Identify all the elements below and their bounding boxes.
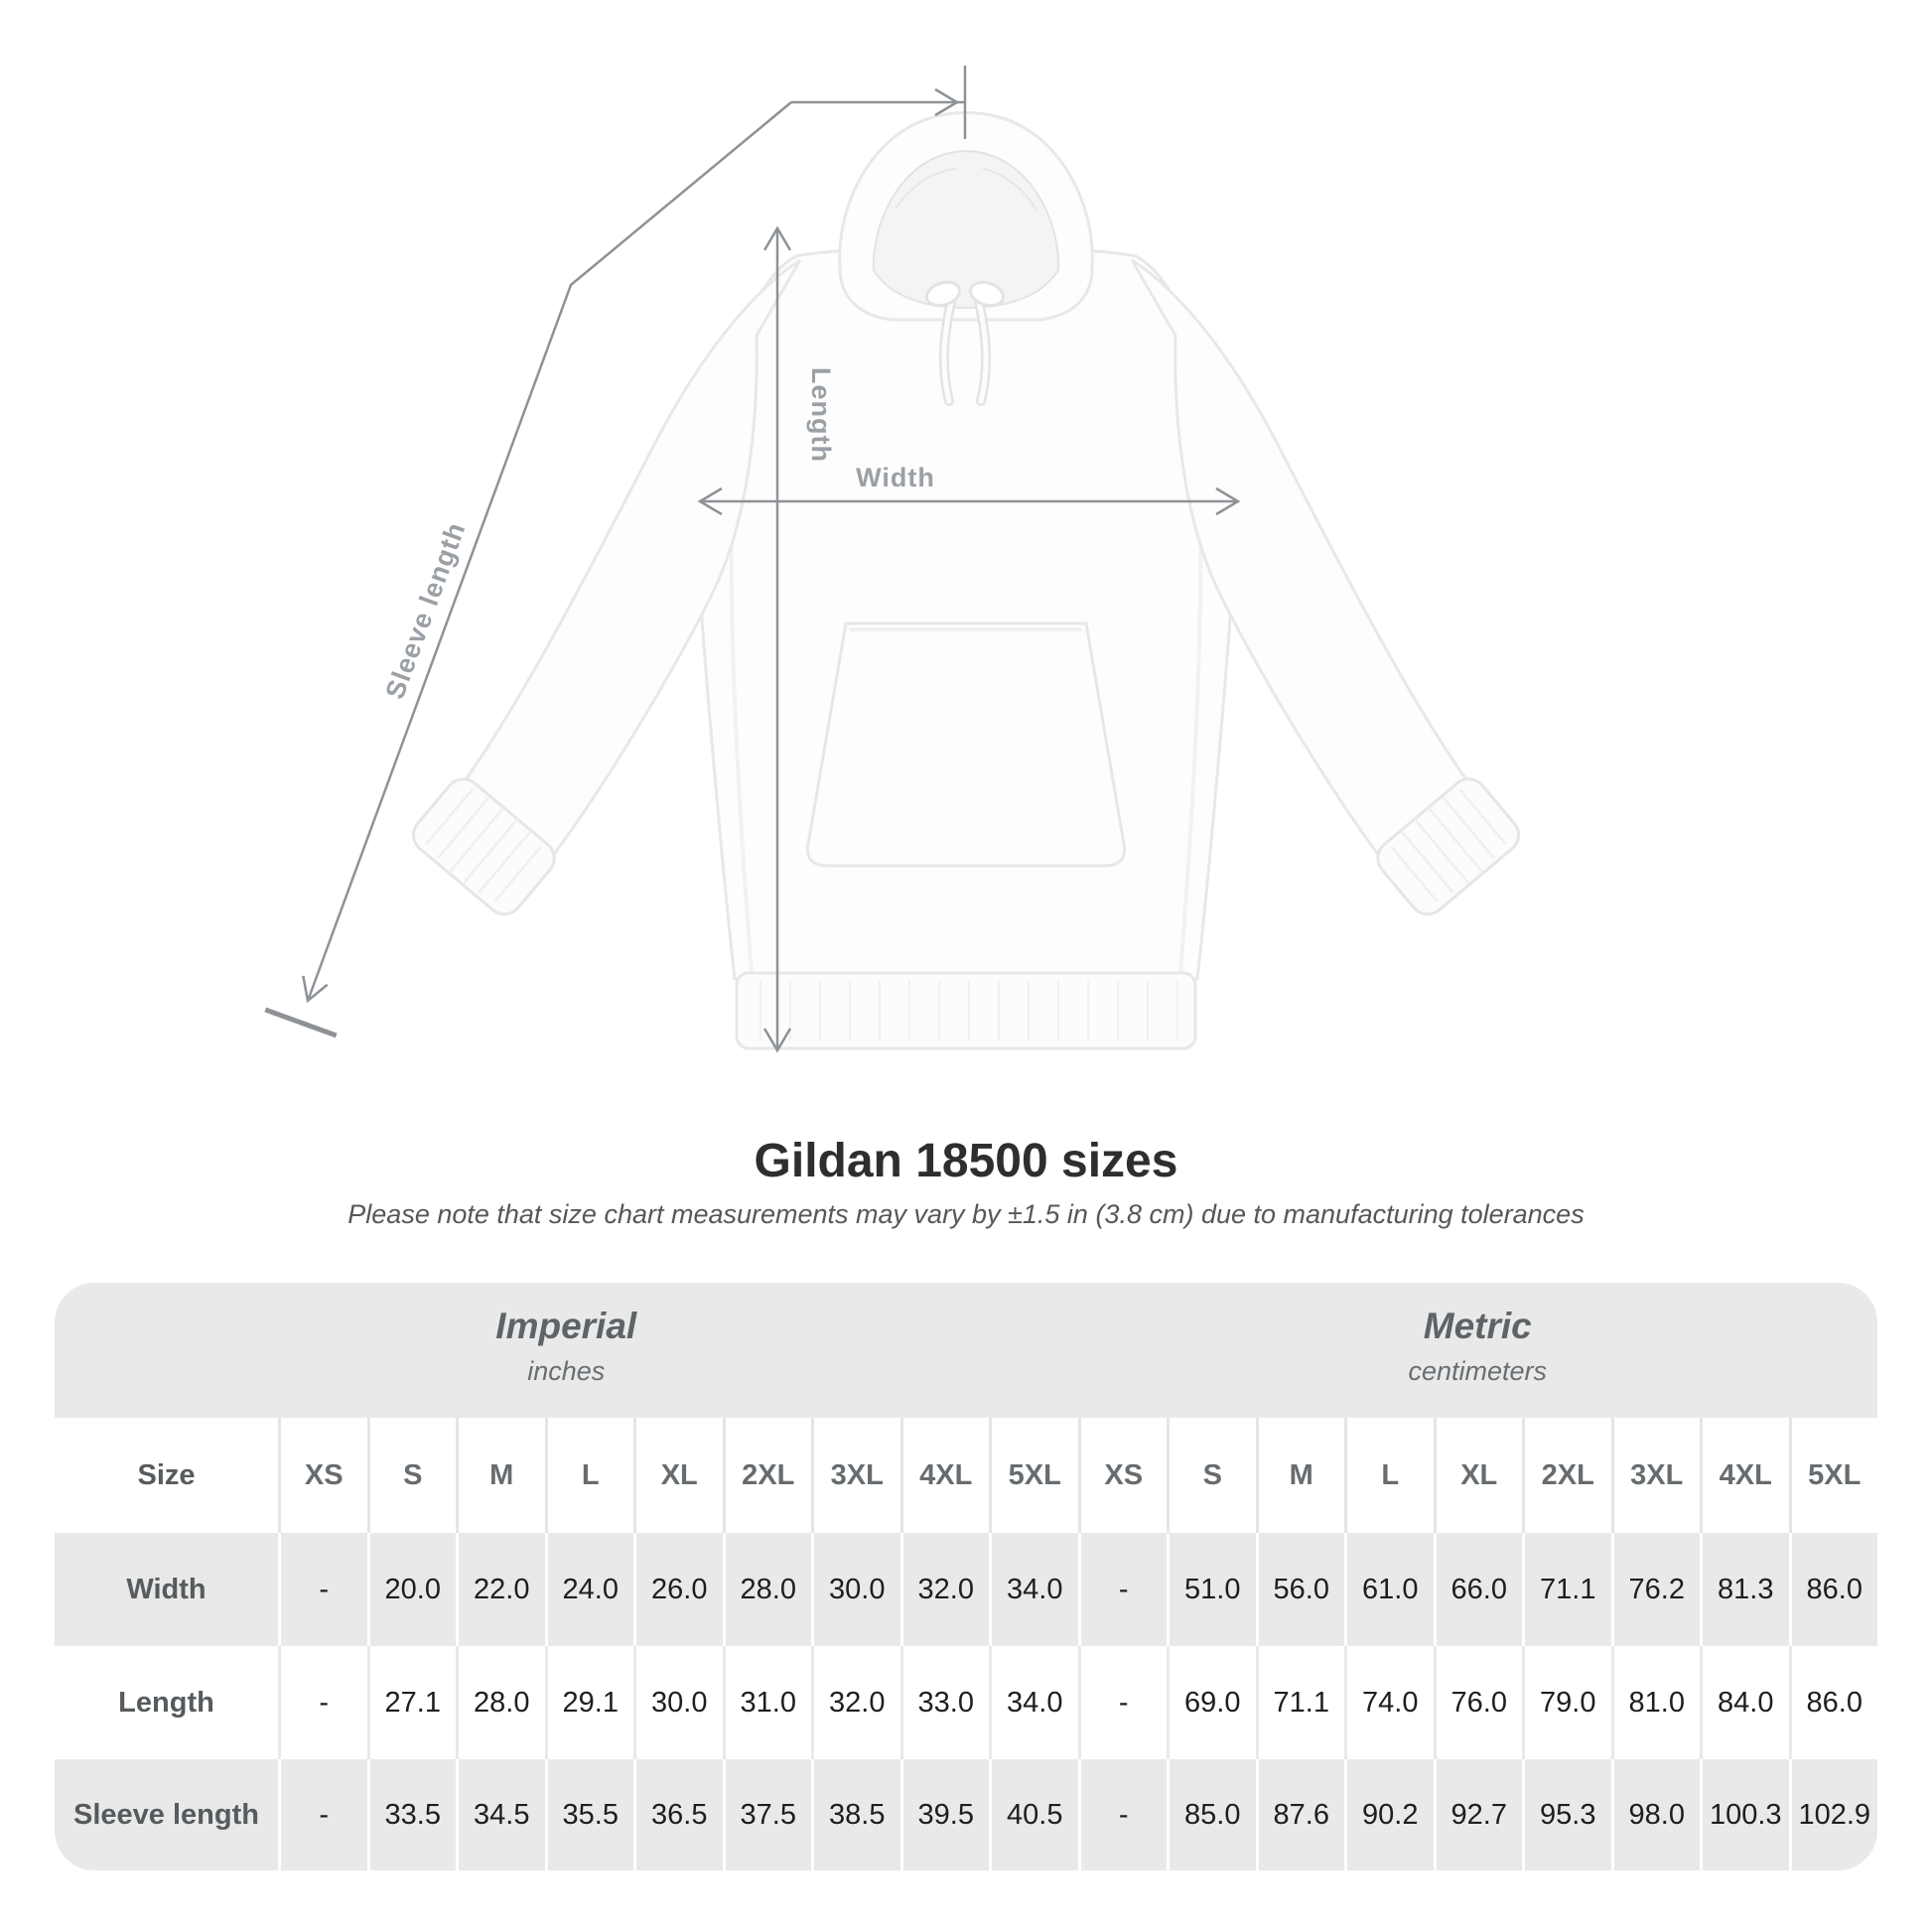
sleeve-length-value-cell: -	[1078, 1759, 1168, 1870]
width-value-cell: 71.1	[1522, 1533, 1611, 1646]
sleeve-length-value-cell: 35.5	[545, 1759, 634, 1870]
size-header-cell: XL	[633, 1418, 723, 1533]
row-label: Length	[118, 1686, 214, 1719]
sleeve-length-value-cell: 90.2	[1344, 1759, 1434, 1870]
size-header-cell: L	[1344, 1418, 1434, 1533]
unit-group-header-row	[55, 1283, 1877, 1418]
length-value-cell: 74.0	[1344, 1646, 1434, 1759]
width-value-cell: 34.0	[989, 1533, 1078, 1646]
hoodie-pocket	[807, 623, 1124, 866]
size-header-cell: M	[1256, 1418, 1345, 1533]
table-row-width	[55, 1533, 1877, 1646]
sleeve-length-value-cell: 40.5	[989, 1759, 1078, 1870]
size-header-cell: 3XL	[1611, 1418, 1701, 1533]
length-value-cell: 84.0	[1700, 1646, 1789, 1759]
length-value-cell: 31.0	[723, 1646, 812, 1759]
row-label: Sleeve length	[73, 1798, 259, 1831]
length-value-cell: 79.0	[1522, 1646, 1611, 1759]
length-value-cell: 28.0	[456, 1646, 545, 1759]
width-label: Width	[856, 463, 935, 492]
sleeve-length-value-cell: 36.5	[633, 1759, 723, 1870]
size-header-cell: 5XL	[989, 1418, 1078, 1533]
table-row-sleeve-length	[55, 1759, 1877, 1870]
size-header-cell: 4XL	[1700, 1418, 1789, 1533]
table-row-length	[55, 1646, 1877, 1759]
size-header-cell: 4XL	[900, 1418, 990, 1533]
sleeve-length-value-cell: 34.5	[456, 1759, 545, 1870]
sleeve-length-value-cell: 85.0	[1167, 1759, 1256, 1870]
tolerance-note: Please note that size chart measurements may vary by ±1.5 in (3.8 cm) due to manufacturing tolerances	[347, 1199, 1585, 1229]
size-header-cell: 3XL	[811, 1418, 900, 1533]
length-value-cell: 76.0	[1434, 1646, 1523, 1759]
length-value-cell: 32.0	[811, 1646, 900, 1759]
width-value-cell: -	[1078, 1533, 1168, 1646]
metric-group-unit: centimeters	[1408, 1356, 1548, 1386]
size-header-cell: S	[1167, 1418, 1256, 1533]
size-header-cell: L	[545, 1418, 634, 1533]
sleeve-length-value-cell: 87.6	[1256, 1759, 1345, 1870]
sleeve-length-value-cell: 37.5	[723, 1759, 812, 1870]
row-label: Width	[126, 1573, 207, 1605]
length-label: Length	[806, 367, 836, 463]
width-value-cell: 66.0	[1434, 1533, 1523, 1646]
size-header-cell: XL	[1434, 1418, 1523, 1533]
width-value-cell: 56.0	[1256, 1533, 1345, 1646]
length-value-cell: 34.0	[989, 1646, 1078, 1759]
size-header-cell: XS	[278, 1418, 367, 1533]
length-value-cell: 29.1	[545, 1646, 634, 1759]
width-value-cell: 32.0	[900, 1533, 990, 1646]
size-header-cell: S	[367, 1418, 457, 1533]
width-value-cell: 22.0	[456, 1533, 545, 1646]
sleeve-length-value-cell: 39.5	[900, 1759, 990, 1870]
sleeve-length-value-cell: 33.5	[367, 1759, 457, 1870]
length-value-cell: 69.0	[1167, 1646, 1256, 1759]
sleeve-length-value-cell: 100.3	[1700, 1759, 1789, 1870]
size-header-row	[55, 1418, 1877, 1533]
imperial-group-name: Imperial	[495, 1306, 637, 1346]
size-header-cell: M	[456, 1418, 545, 1533]
length-value-cell: 30.0	[633, 1646, 723, 1759]
length-value-cell: 81.0	[1611, 1646, 1701, 1759]
width-value-cell: 30.0	[811, 1533, 900, 1646]
width-value-cell: 20.0	[367, 1533, 457, 1646]
size-header-cell: 2XL	[723, 1418, 812, 1533]
width-value-cell: 26.0	[633, 1533, 723, 1646]
imperial-group-header	[55, 1283, 1078, 1418]
length-value-cell: -	[1078, 1646, 1168, 1759]
page-title: Gildan 18500 sizes	[754, 1135, 1178, 1187]
sleeve-length-value-cell: 98.0	[1611, 1759, 1701, 1870]
hoodie-hood	[840, 113, 1093, 321]
width-value-cell: 76.2	[1611, 1533, 1701, 1646]
size-header-cell: XS	[1078, 1418, 1168, 1533]
metric-group-name: Metric	[1423, 1306, 1532, 1346]
sleeve-length-value-cell: 38.5	[811, 1759, 900, 1870]
metric-group-header	[1078, 1283, 1878, 1418]
size-header-cell: 5XL	[1789, 1418, 1878, 1533]
hoodie-illustration	[406, 113, 1526, 1049]
hoodie-hem	[737, 973, 1195, 1048]
width-value-cell: 61.0	[1344, 1533, 1434, 1646]
size-column-header: Size	[137, 1458, 196, 1491]
sleeve-length-value-cell: 95.3	[1522, 1759, 1611, 1870]
width-value-cell: 51.0	[1167, 1533, 1256, 1646]
length-value-cell: 27.1	[367, 1646, 457, 1759]
imperial-group-unit: inches	[527, 1356, 606, 1386]
width-value-cell: -	[278, 1533, 367, 1646]
sleeve-length-value-cell: 102.9	[1789, 1759, 1878, 1870]
sleeve-length-value-cell: -	[278, 1759, 367, 1870]
width-value-cell: 28.0	[723, 1533, 812, 1646]
length-value-cell: -	[278, 1646, 367, 1759]
size-header-cell: 2XL	[1522, 1418, 1611, 1533]
length-value-cell: 33.0	[900, 1646, 990, 1759]
width-value-cell: 86.0	[1789, 1533, 1878, 1646]
width-value-cell: 81.3	[1700, 1533, 1789, 1646]
length-value-cell: 86.0	[1789, 1646, 1878, 1759]
sleeve-length-value-cell: 92.7	[1434, 1759, 1523, 1870]
width-value-cell: 24.0	[545, 1533, 634, 1646]
size-table	[55, 1283, 1877, 1870]
length-value-cell: 71.1	[1256, 1646, 1345, 1759]
sleeve-length-label: Sleeve length	[379, 517, 472, 703]
